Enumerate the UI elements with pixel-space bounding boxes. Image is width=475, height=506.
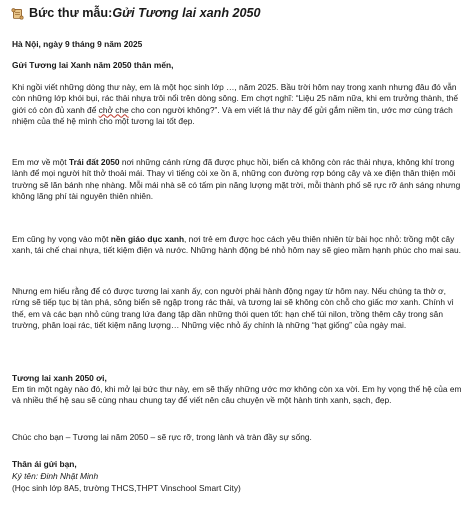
p3-text-a: Em cũng hy vọng vào một: [12, 234, 111, 244]
paragraph-1: [12, 82, 464, 127]
p5-heading: Tương lai xanh 2050 ơi,: [12, 373, 107, 383]
p1-underlined: chở che: [98, 104, 129, 115]
p1-text-b: cho con người không?”. Và em viết lá thư này để gửi gắm niềm tin, ước mơ cùng trách nhiệm của thế hệ mình cho một tương lai tốt đẹp.: [12, 104, 453, 126]
title-prefix: Bức thư mẫu:: [29, 6, 113, 20]
p2-text-a: Em mơ về một: [12, 157, 69, 167]
paragraph-6: Chúc cho bạn – Tương lai năm 2050 – sẽ rực rỡ, trong lành và tràn đầy sự sống.: [12, 432, 312, 442]
place-date: Hà Nội, ngày 9 tháng 9 năm 2025: [12, 39, 143, 49]
p2-bold: Trái đất 2050: [68, 157, 120, 167]
paragraph-5: Em tin một ngày nào đó, khi mở lại bức thư này, em sẽ thấy những ước mơ không còn xa vời. Em hy vọng thế hệ của em và nhiều thế hệ sau sẽ cùng nhau chung tay để viết nên câu chuyện về một hành tinh xanh, sạch, đẹp.: [12, 384, 462, 406]
p3-text-b: , nơi trẻ em được học cách yêu thiên nhiên từ bài học nhỏ: trồng một cây xanh, tái chế chai nhựa, tiết kiệm điện và nước. Những hành động bé nhỏ hôm nay sẽ gieo mầm hạnh phúc cho mai sau.: [12, 234, 461, 256]
p1-text-a: Khi ngồi viết những dòng thư này, em là một học sinh lớp …, năm 2025. Bầu trời hôm nay trong xanh nhưng đâu đó vẫn còn những lớp khói bụi, rác thải nhựa trôi nổi trên dòng sông. Em chợt nghĩ: “Liệu 25 năm nữa, khi em trưởng thành, thế giới có còn đủ xanh để: [12, 82, 458, 115]
closing: Thân ái gửi bạn,: [12, 459, 77, 469]
signature-label: Ký tên:: [12, 471, 41, 481]
p3-bold: nền giáo dục xanh: [110, 234, 185, 244]
signature-name: Đinh Nhật Minh: [40, 471, 99, 481]
signature: [12, 471, 98, 482]
school-info: (Học sinh lớp 8A5, trường THCS,THPT Vinschool Smart City): [12, 483, 241, 493]
document-title: [11, 6, 261, 20]
paragraph-3: [12, 234, 464, 257]
greeting: Gửi Tương lai Xanh năm 2050 thân mến,: [12, 60, 174, 70]
scroll-icon: [11, 7, 24, 20]
p2-text-b: nơi những cánh rừng đã được phục hồi, biển cả không còn rác thải nhựa, không khí trong lành để mọi người hít thở thoải mái. Thay vì tiếng còi xe ồn ã, những con đường rợp bóng cây và xe điện thân thiện môi trường sẽ lăn bánh nhẹ nhàng. Mỗi mái nhà sẽ có tấm pin năng lượng mặt trời, mỗi thành phố sẽ rực rỡ ánh sáng nhưng không lãng phí tài nguyên thiên nhiên.: [12, 157, 461, 201]
paragraph-4: Nhưng em hiểu rằng để có được tương lai xanh ấy, con người phải hành động ngay từ hôm nay. Nếu chúng ta thờ ơ, rừng sẽ tiếp tục bị tàn phá, sông biển sẽ ngập trong rác thải, và tương lai sẽ không còn chỗ cho giấc mơ xanh. Chính vì thế, em và các bạn nhỏ cùng trang lứa đang tập dần những thói quen tốt: hạn chế túi nilon, trồng thêm cây trong sân trường, phân loại rác, tiết kiệm năng lượng… Những việc nhỏ ấy chính là những “hạt giống” của ngày mai.: [12, 286, 454, 330]
title-italic: Gửi Tương lai xanh 2050: [112, 6, 261, 20]
paragraph-2: [12, 157, 464, 202]
